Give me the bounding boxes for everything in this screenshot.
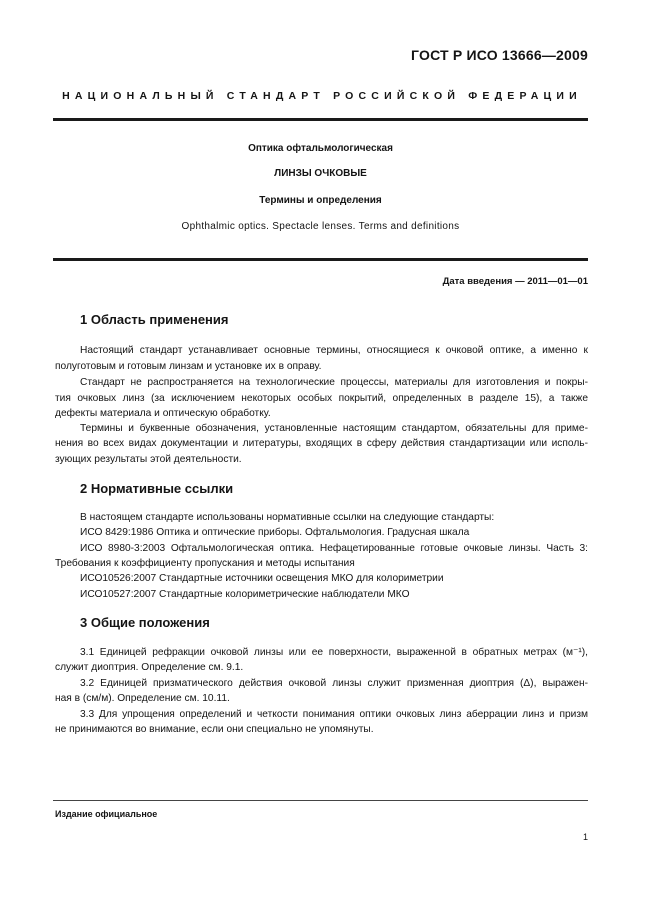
section-3-line: служит диоптрия. Определение см. 9.1.: [55, 662, 244, 673]
section-1-heading: 1 Область применения: [80, 312, 229, 327]
section-1-line: полуготовым и готовым линзам и установке их в оправу.: [55, 361, 322, 372]
section-3-line: не принимаются во внимание, если они специально не упомянуты.: [55, 724, 374, 735]
title-subject: ЛИНЗЫ ОЧКОВЫЕ: [274, 168, 367, 179]
section-3-line: 3.2 Единицей призматического действия очковой линзы служит призменная диоптрия (Δ), выражен-: [80, 678, 588, 689]
reference-item-continuation: Требования к коэффициенту пропускания и методы испытания: [55, 558, 355, 569]
section-1-line: тия очковых линз (за исключением некоторых особых покрытий, определенных в разделе 15), а также: [55, 393, 588, 404]
national-standard-banner: НАЦИОНАЛЬНЫЙ СТАНДАРТ РОССИЙСКОЙ ФЕДЕРАЦИИ: [62, 90, 582, 102]
section-3-heading: 3 Общие положения: [80, 615, 210, 630]
introduction-date: Дата введения — 2011—01—01: [442, 276, 588, 287]
section-1-line: Термины и буквенные обозначения, установленные настоящим стандартом, обязательны для приме-: [80, 423, 588, 434]
section-1-line: зующих результаты этой деятельности.: [55, 454, 242, 465]
section-1-line: дефекты материала и оптическую обработку.: [55, 408, 271, 419]
title-rule: [53, 258, 588, 261]
reference-item: ИСО10527:2007 Стандартные колориметрические наблюдатели МКО: [80, 589, 410, 600]
title-part: Термины и определения: [259, 195, 382, 206]
footer-rule: [53, 800, 588, 801]
section-3-line: ная в (см/м). Определение см. 10.11.: [55, 693, 230, 704]
standard-number: ГОСТ Р ИСО 13666—2009: [411, 47, 588, 63]
title-english: Ophthalmic optics. Spectacle lenses. Terms and definitions: [181, 221, 460, 232]
section-3-line: 3.1 Единицей рефракции очковой линзы или ее поверхности, выраженной в обратных метрах (м⁻¹),: [80, 647, 588, 658]
header-rule: [53, 118, 588, 121]
edition-label: Издание официальное: [55, 809, 158, 819]
section-1-line: Стандарт не распространяется на технологические процессы, материалы для изготовления и покры-: [80, 377, 588, 388]
reference-item: ИСО10526:2007 Стандартные источники освещения МКО для колориметрии: [80, 573, 444, 584]
page-number: 1: [582, 832, 588, 842]
reference-item: ИСО 8980-3:2003 Офтальмологическая оптика. Нефацетированные готовые очковые линзы. Часть 3:: [80, 543, 588, 554]
section-1-line: Настоящий стандарт устанавливает основные термины, относящиеся к очковой оптике, а именно к: [80, 345, 588, 356]
section-3-line: 3.3 Для упрощения определений и четкости понимания оптики очковых линз аберрации линз и призм: [80, 709, 588, 720]
section-2-line: В настоящем стандарте использованы нормативные ссылки на следующие стандарты:: [80, 512, 495, 523]
section-2-heading: 2 Нормативные ссылки: [80, 481, 234, 496]
title-field: Оптика офтальмологическая: [248, 143, 393, 154]
reference-item: ИСО 8429:1986 Оптика и оптические приборы. Офтальмология. Градусная шкала: [80, 527, 470, 538]
section-1-line: нения во всех видах документации и литературы, входящих в сферу действия стандартизации или исполь-: [55, 438, 588, 449]
